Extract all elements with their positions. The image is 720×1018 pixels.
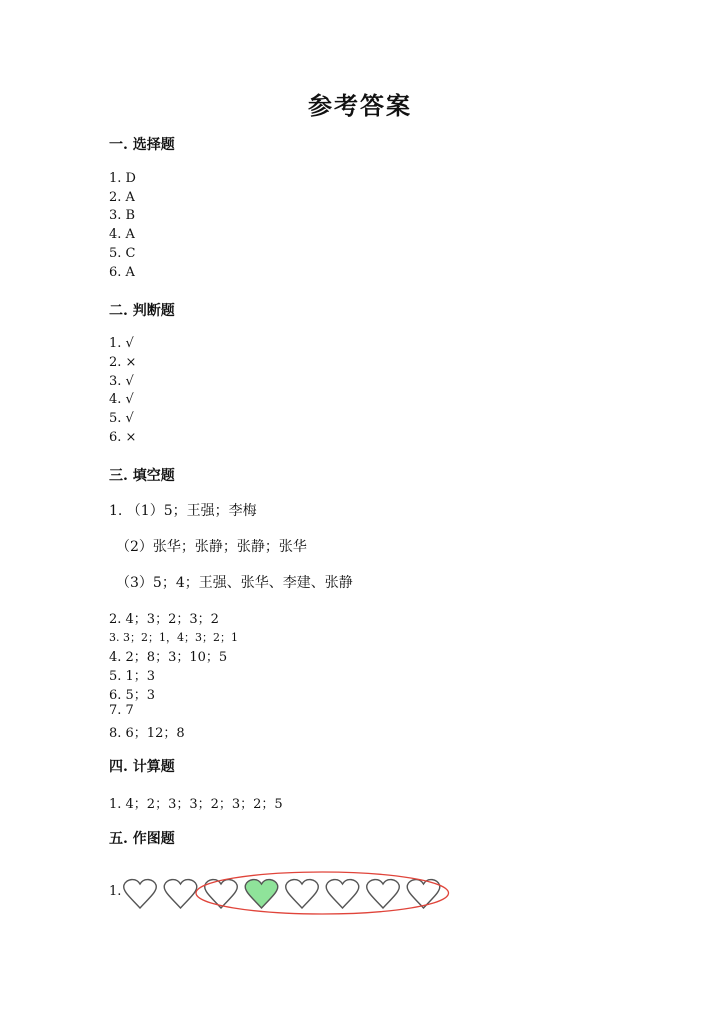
- question-number: 1.: [109, 884, 122, 899]
- heart-outline-icon: [124, 880, 157, 908]
- section-heading-fill-blank: 三. 填空题: [109, 468, 175, 484]
- answer-line: 5. C: [109, 246, 136, 261]
- answer-line: 6. 5；3: [109, 688, 156, 703]
- answer-line: 4. A: [109, 227, 135, 242]
- page-title: 参考答案: [308, 91, 412, 120]
- answer-line: 3. 3；2；1，4；3；2；1: [109, 631, 238, 644]
- answer-line: （2）张华；张静；张静；张华: [116, 539, 307, 555]
- answer-line: 1. （1）5；王强；李梅: [109, 503, 257, 519]
- heart-filled-icon: [245, 880, 278, 908]
- answer-line: 2. 4；3；2；3；2: [109, 612, 219, 627]
- answer-line: 5. √: [109, 411, 134, 426]
- answer-line: 4. 2；8；3；10；5: [109, 650, 228, 665]
- answer-line: （3）5；4；王强、张华、李建、张静: [116, 575, 353, 591]
- section-heading-choice: 一. 选择题: [109, 137, 175, 153]
- answer-line: 3. √: [109, 374, 134, 389]
- section-heading-judgement: 二. 判断题: [109, 303, 175, 319]
- hearts-drawing: [109, 870, 454, 918]
- answer-line: 2. ×: [109, 355, 137, 370]
- heart-outline-icon: [286, 880, 319, 908]
- answer-line: 2. A: [109, 190, 135, 205]
- answer-line: 5. 1；3: [109, 669, 156, 684]
- answer-line: 7. 7: [109, 703, 134, 718]
- hearts-figure: [109, 870, 454, 918]
- answer-line: 1. √: [109, 336, 134, 351]
- section-heading-drawing: 五. 作图题: [109, 831, 175, 847]
- section-heading-calculation: 四. 计算题: [109, 759, 175, 775]
- answer-line: 3. B: [109, 208, 136, 223]
- answer-line: 4. √: [109, 392, 134, 407]
- answer-line: 1. D: [109, 171, 136, 186]
- heart-outline-icon: [326, 880, 359, 908]
- answer-line: 1. 4；2；3；3；2；3；2；5: [109, 797, 283, 812]
- answer-line: 6. ×: [109, 430, 137, 445]
- heart-outline-icon: [164, 880, 197, 908]
- answer-line: 6. A: [109, 265, 135, 280]
- heart-outline-icon: [367, 880, 400, 908]
- answer-line: 8. 6；12；8: [109, 726, 185, 741]
